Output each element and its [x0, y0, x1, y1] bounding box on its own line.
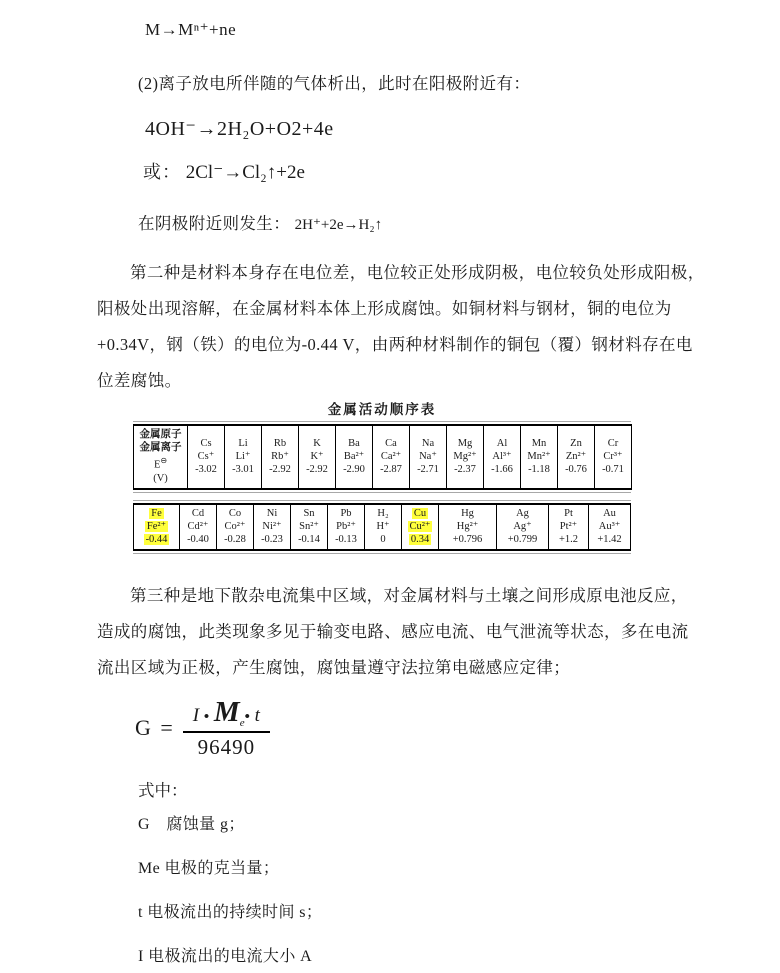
element-cell-na: Na Na⁺ -2.71 [410, 425, 447, 489]
element-cell-zn: Zn Zn²⁺ -0.76 [558, 425, 595, 489]
definition-i: I 电极流出的电流大小 A [138, 947, 313, 965]
document-page [0, 20, 780, 973]
cathode-reaction-line [138, 212, 780, 237]
element-cell-hg: Hg Hg²⁺ +0.796 [439, 504, 497, 550]
element-cell-cd: Cd Cd²⁺ -0.40 [180, 504, 217, 550]
element-cell-cr: Cr Cr³⁺ -0.71 [595, 425, 632, 489]
element-cell-co: Co Co²⁺ -0.28 [217, 504, 254, 550]
element-cell-ag: Ag Ag⁺ +0.799 [497, 504, 549, 550]
formula-numerator: I • $M_e•$ t [183, 696, 270, 733]
definition-g: G 腐蚀量 g； [138, 815, 245, 833]
element-cell-k: K K⁺ -2.92 [299, 425, 336, 489]
element-cell-li: Li Li⁺ -3.01 [225, 425, 262, 489]
element-cell-rb: Rb Rb⁺ -2.92 [262, 425, 299, 489]
equation-chloride-body: 2Cl⁻→Cl₂↑+2e [185, 162, 305, 183]
table-row-band-2 [133, 503, 631, 551]
element-cell-mn: Mn Mn²⁺ -1.18 [521, 425, 558, 489]
scan-line [133, 500, 631, 501]
table-header-cell [134, 425, 188, 489]
paragraph-line: 流出区域为正极，产生腐蚀，腐蚀量遵守法拉第电磁感应定律； [97, 657, 571, 677]
paragraph-third-type [97, 578, 720, 686]
element-cell-fe-highlighted: Fe Fe²⁺ -0.44 [134, 504, 180, 550]
element-cell-al: Al Al³⁺ -1.66 [484, 425, 521, 489]
equation-chloride [143, 159, 780, 186]
element-cell-cs: Cs Cs⁺ -3.02 [188, 425, 225, 489]
paragraph-second-type [97, 255, 720, 399]
element-cell-ca: Ca Ca²⁺ -2.87 [373, 425, 410, 489]
scan-line [133, 421, 631, 422]
definition-t: t 电极流出的持续时间 s； [138, 903, 323, 921]
element-cell-ni: Ni Ni²⁺ -0.23 [254, 504, 291, 550]
paragraph-line: 造成的腐蚀，此类现象多见于输变电路、感应电流、电气泄流等状态，多在电流 [97, 621, 689, 641]
paragraph-line: 阳极处出现溶解，在金属材料本体上形成腐蚀。如铜材料与钢材，铜的电位为 [97, 299, 672, 318]
equation-anode-metal: M→Mⁿ⁺+ne [145, 20, 237, 39]
equation-hydroxide: 4OH⁻→2H₂O+O2+4e [145, 118, 334, 140]
element-cell-h2: H₂ H⁺ 0 [365, 504, 402, 550]
header-potential-symbol: E⊖ [153, 456, 168, 471]
cathode-reaction-label: 在阴极附近则发生： [138, 214, 291, 233]
table-row-band-1 [133, 424, 632, 490]
faraday-formula [135, 696, 780, 760]
element-cell-pb: Pb Pb²⁺ -0.13 [328, 504, 365, 550]
paragraph-line: 第二种是材料本身存在电位差，电位较正处形成阴极，电位较负处形成阳极， [130, 263, 705, 282]
formula-fraction [183, 696, 270, 760]
element-cell-pt: Pt Pt²⁺ +1.2 [549, 504, 589, 550]
header-line: 金属离子 [139, 441, 182, 453]
element-cell-mg: Mg Mg²⁺ -2.37 [447, 425, 484, 489]
paragraph-line: 第三种是地下散杂电流集中区域，对金属材料与土壤之间形成原电池反应， [130, 585, 688, 605]
scan-line [133, 553, 631, 554]
equation-hydrogen: 2H⁺+2e→H₂↑ [294, 217, 383, 233]
formula-denominator: 96490 [197, 734, 256, 759]
formula-lhs: G = [135, 714, 175, 740]
table-title: 金属活动顺序表 [327, 402, 437, 417]
element-cell-sn: Sn Sn²⁺ -0.14 [291, 504, 328, 550]
element-cell-au: Au Au³⁺ +1.42 [589, 504, 631, 550]
element-cell-cu-highlighted: Cu Cu²⁺ 0.34 [402, 504, 439, 550]
equation-chloride-label: 或： [143, 162, 181, 182]
paragraph-line: +0.34V，钢（铁）的电位为-0.44 V，由两种材料制作的铜包（覆）钢材料存在电 [97, 335, 693, 354]
element-cell-ba: Ba Ba²⁺ -2.90 [336, 425, 373, 489]
scan-line [133, 492, 631, 493]
where-clause-label: 式中： [138, 780, 188, 800]
header-line: 金属原子 [139, 428, 182, 440]
paragraph-ion-discharge: (2)离子放电所伴随的气体析出，此时在阳极附近有： [138, 74, 531, 93]
definition-me: Me 电极的克当量； [138, 859, 280, 877]
paragraph-line: 位差腐蚀。 [97, 371, 182, 390]
metal-activity-table [133, 401, 631, 554]
header-unit: (V) [153, 472, 168, 484]
